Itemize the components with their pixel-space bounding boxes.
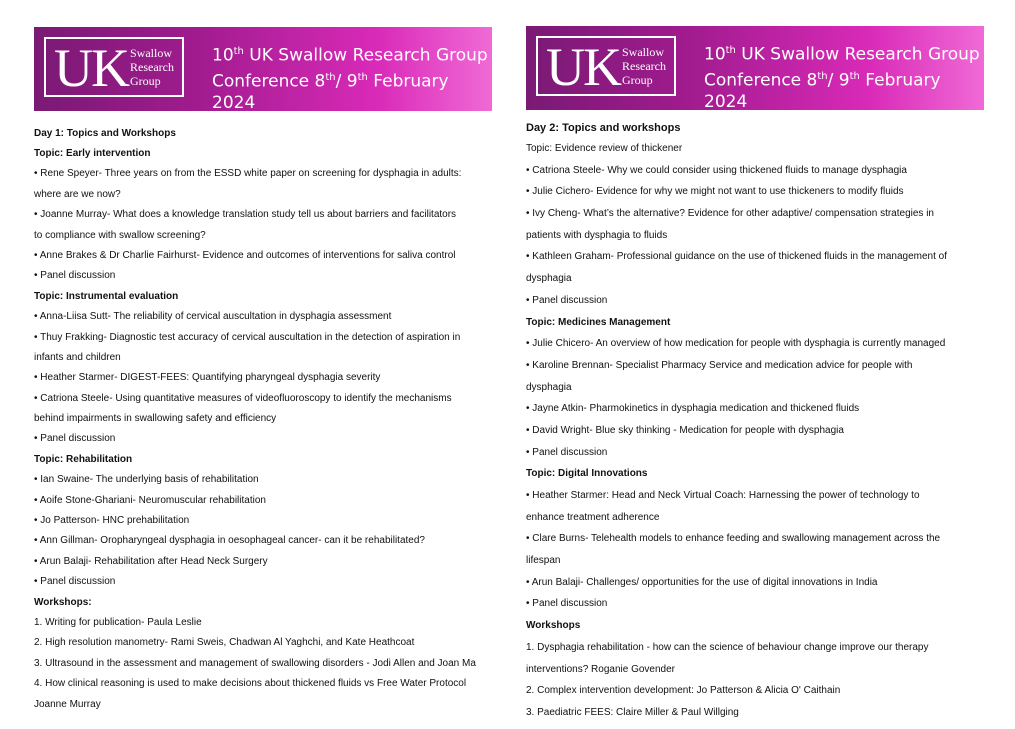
programme-item: 1. Writing for publication- Paula Leslie <box>34 616 202 628</box>
conference-banner <box>526 26 984 113</box>
programme-item: • Anna-Liisa Sutt- The reliability of cervical auscultation in dysphagia assessment <box>34 311 392 323</box>
banner-title-line1: 10th UK Swallow Research Group <box>704 44 980 65</box>
programme-item: • Heather Starmer- DIGEST-FEES: Quantifying pharyngeal dysphagia severity <box>34 372 381 384</box>
programme-item: 3. Ultrasound in the assessment and management of swallowing disorders - Jodi Allen and Joan Ma <box>34 657 476 669</box>
programme-item: • Panel discussion <box>526 598 608 610</box>
programme-item: • Karoline Brennan- Specialist Pharmacy Service and medication advice for people with <box>526 359 913 371</box>
logo-word: Group <box>130 74 161 88</box>
logo-word: Research <box>622 59 666 73</box>
programme-item: • Jo Patterson- HNC prehabilitation <box>34 515 190 527</box>
programme-item: • Jayne Atkin- Pharmokinetics in dysphagia medication and thickened fluids <box>526 403 860 415</box>
programme-item: • Clare Burns- Telehealth models to enhance feeding and swallowing management across the <box>526 533 941 545</box>
banner-title-line2: Conference 8th/ 9th February 2024 <box>212 71 449 114</box>
programme-item: infants and children <box>34 351 121 363</box>
programme-item: lifespan <box>526 555 561 567</box>
programme-item: • Arun Balaji- Rehabilitation after Head Neck Surgery <box>34 555 268 567</box>
banner-title <box>704 40 984 113</box>
programme-item: behind impairments in swallowing safety and efficiency <box>34 413 277 425</box>
day2-programme <box>526 118 988 724</box>
day-heading: Day 2: Topics and workshops <box>526 122 681 134</box>
programme-item: where are we now? <box>34 188 121 200</box>
programme-item: dysphagia <box>526 273 572 285</box>
programme-item: • Heather Starmer: Head and Neck Virtual Coach: Harnessing the power of technology to <box>526 490 920 501</box>
programme-item: 3. Paediatric FEES: Claire Miller & Paul Willging <box>526 706 739 718</box>
topic-heading: Topic: Digital Innovations <box>526 468 648 480</box>
programme-item: enhance treatment adherence <box>526 511 660 523</box>
programme-item: dysphagia <box>526 381 572 393</box>
programme-item: • Panel discussion <box>34 270 116 282</box>
topic-heading: Workshops: <box>34 596 92 608</box>
logo-word: Swallow <box>130 46 172 60</box>
programme-item: • Ivy Cheng- What’s the alternative? Evidence for other adaptive/ compensation strategies in <box>526 208 934 220</box>
programme-item: 1. Dysphagia rehabilitation - how can the science of behaviour change improve our therapy <box>526 641 929 653</box>
programme-item: • Panel discussion <box>526 294 608 306</box>
logo-word: Research <box>130 60 174 74</box>
programme-item: • Catriona Steele- Using quantitative measures of videofluoroscopy to identify the mechanisms <box>34 392 452 404</box>
programme-item: • Anne Brakes & Dr Charlie Fairhurst- Evidence and outcomes of interventions for saliva control <box>34 249 456 261</box>
programme-lines <box>34 144 496 715</box>
programme-item: • Thuy Frakking- Diagnostic test accuracy of cervical auscultation in the detection of aspiration in <box>34 331 461 343</box>
logo-words <box>130 46 174 88</box>
topic-heading: Topic: Medicines Management <box>526 316 671 328</box>
programme-lines <box>526 138 988 724</box>
programme-item: • Panel discussion <box>526 446 608 458</box>
programme-item: • Panel discussion <box>34 576 116 588</box>
programme-item: • Joanne Murray- What does a knowledge translation study tell us about barriers and facilitators <box>34 209 457 221</box>
topic-heading: Topic: Instrumental evaluation <box>34 290 179 302</box>
uk-srg-logo <box>536 36 676 96</box>
programme-item: 2. Complex intervention development: Jo Patterson & Alicia O' Caithain <box>526 685 841 697</box>
programme-item: • Panel discussion <box>34 433 116 445</box>
banner-title-line1: 10th UK Swallow Research Group <box>212 45 488 66</box>
programme-item: • Kathleen Graham- Professional guidance on the use of thickened fluids in the management of <box>526 251 947 263</box>
banner-title-line2: Conference 8th/ 9th February 2024 <box>704 70 941 113</box>
uk-srg-logo <box>44 37 184 97</box>
logo-word: Swallow <box>622 45 664 59</box>
programme-item: • Aoife Stone-Ghariani- Neuromuscular rehabilitation <box>34 494 266 506</box>
programme-item: • Catriona Steele- Why we could consider using thickened fluids to manage dysphagia <box>526 164 907 176</box>
logo-uk-letters: UK <box>546 37 620 97</box>
programme-item: interventions? Roganie Govender <box>526 663 675 675</box>
programme-item: • Rene Speyer- Three years on from the ESSD white paper on screening for dysphagia in adults: <box>34 168 462 180</box>
programme-item: patients with dysphagia to fluids <box>526 229 668 241</box>
programme-item: • David Wright- Blue sky thinking - Medication for people with dysphagia <box>526 424 844 436</box>
topic-heading: Topic: Rehabilitation <box>34 453 133 465</box>
day1-programme <box>34 124 496 715</box>
programme-item: • Ian Swaine- The underlying basis of rehabilitation <box>34 474 259 486</box>
programme-item: • Julie Chicero- An overview of how medication for people with dysphagia is currently managed <box>526 338 946 350</box>
topic-heading: Workshops <box>526 620 581 632</box>
banner-title <box>212 41 492 114</box>
logo-words <box>622 45 666 87</box>
topic-heading: Topic: Early intervention <box>34 148 151 159</box>
programme-item: • Arun Balaji- Challenges/ opportunities for the use of digital innovations in India <box>526 576 878 588</box>
logo-uk-letters: UK <box>54 38 128 98</box>
programme-item: to compliance with swallow screening? <box>34 229 206 241</box>
programme-item: Joanne Murray <box>34 698 101 710</box>
conference-banner <box>34 27 492 114</box>
programme-item: 2. High resolution manometry- Rami Sweis, Chadwan Al Yaghchi, and Kate Heathcoat <box>34 637 415 649</box>
programme-item: 4. How clinical reasoning is used to make decisions about thickened fluids vs Free Water Protocol <box>34 678 467 690</box>
day-heading: Day 1: Topics and Workshops <box>34 128 176 139</box>
programme-item: • Ann Gillman- Oropharyngeal dysphagia in oesophageal cancer- can it be rehabilitated? <box>34 535 425 547</box>
programme-item: Topic: Evidence review of thickener <box>526 143 683 154</box>
programme-item: • Julie Cichero- Evidence for why we might not want to use thickeners to modify fluids <box>526 186 904 198</box>
logo-word: Group <box>622 73 653 87</box>
